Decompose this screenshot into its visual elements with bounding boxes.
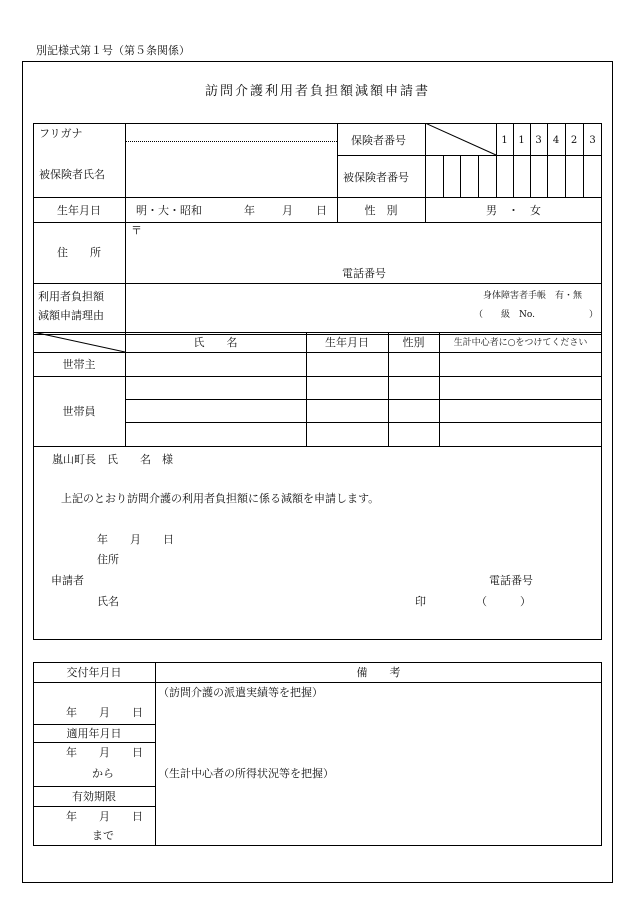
year-label: 年 xyxy=(244,204,255,217)
column-header-name: 氏 名 xyxy=(193,336,238,349)
insurer-digit: 2 xyxy=(570,135,578,146)
reason-label: 減額申請理由 xyxy=(38,309,104,322)
era-options: 明・大・昭和 xyxy=(136,204,202,217)
insurer-digit: 4 xyxy=(552,135,560,146)
until-label: まで xyxy=(92,829,114,842)
household-member-label: 世帯員 xyxy=(62,405,96,418)
addressee: 嵐山町長 氏 名 様 xyxy=(52,453,173,466)
diagonal-line xyxy=(425,123,497,156)
valid-until-label: 有効期限 xyxy=(72,790,116,803)
form-title: 訪問介護利用者負担額減額申請書 xyxy=(205,84,431,99)
diagonal-line xyxy=(33,332,126,353)
applicant-name-label: 氏名 xyxy=(97,595,119,608)
month-label: 月 xyxy=(282,204,293,217)
day-label: 日 xyxy=(316,204,327,217)
insurer-number-label: 保険者番号 xyxy=(351,134,406,147)
name-label: 被保険者氏名 xyxy=(39,168,105,181)
applicant-phone-parens: （ ） xyxy=(476,595,531,608)
insurer-digit: 1 xyxy=(518,135,525,146)
applied-date-label: 適用年月日 xyxy=(66,727,122,740)
sex-options: 男 ・ 女 xyxy=(486,204,541,217)
insured-number-label: 被保険者番号 xyxy=(343,171,409,184)
column-header-head-mark: 生計中心者に○をつけてください xyxy=(453,338,588,348)
insurer-digit: 1 xyxy=(501,135,508,146)
birthdate-label: 生年月日 xyxy=(57,204,101,217)
household-head-label: 世帯主 xyxy=(62,358,96,371)
reason-label: 利用者負担額 xyxy=(38,290,104,303)
address-label: 住 所 xyxy=(57,246,101,259)
column-header-birthdate: 生年月日 xyxy=(325,336,369,349)
column-header-sex: 性別 xyxy=(402,336,425,349)
applied-date-value: 年 月 日 xyxy=(66,746,143,759)
application-date: 年 月 日 xyxy=(97,533,174,546)
disability-grade: （ 級 No. ） xyxy=(474,310,598,320)
remarks-label: 備 考 xyxy=(356,666,401,679)
seal-mark: 印 xyxy=(415,595,426,608)
applicant-address-label: 住所 xyxy=(97,553,119,566)
phone-label: 電話番号 xyxy=(342,267,386,280)
from-label: から xyxy=(92,767,114,780)
insurer-digit: 3 xyxy=(589,135,596,146)
insurer-digit: 3 xyxy=(535,135,542,146)
disability-book-label: 身体障害者手帳 有・無 xyxy=(483,291,583,301)
remark-note: （生計中心者の所得状況等を把握） xyxy=(158,767,334,780)
applicant-label: 申請者 xyxy=(51,574,84,587)
remark-note: （訪問介護の派遣実績等を把握） xyxy=(158,686,323,699)
valid-until-value: 年 月 日 xyxy=(66,810,143,823)
issue-date-label: 交付年月日 xyxy=(66,666,122,679)
sex-label: 性 別 xyxy=(364,204,398,217)
furigana-label: フリガナ xyxy=(39,127,83,140)
issue-date-value: 年 月 日 xyxy=(66,706,143,719)
applicant-phone-label: 電話番号 xyxy=(489,574,533,587)
form-id: 別記様式第１号（第５条関係） xyxy=(36,44,190,57)
postal-mark: 〒 xyxy=(131,224,142,237)
application-statement: 上記のとおり訪問介護の利用者負担額に係る減額を申請します。 xyxy=(61,492,380,505)
